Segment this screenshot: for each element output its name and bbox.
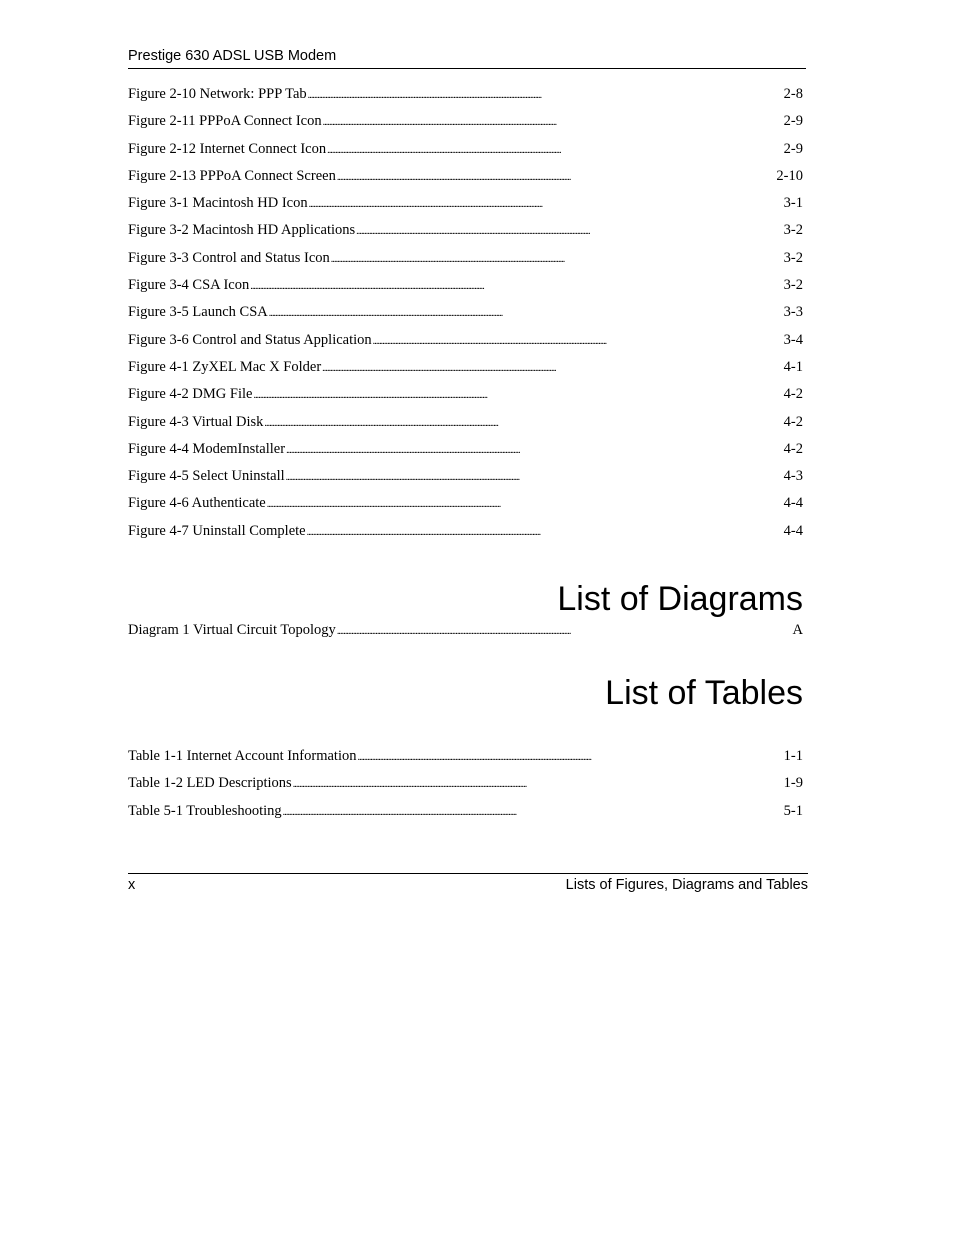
entry-label: Figure 4-6 Authenticate [128, 495, 266, 512]
entry-label: Figure 3-4 CSA Icon [128, 277, 250, 294]
entry-page: 2-8 [783, 86, 803, 102]
toc-entry[interactable] [128, 468, 803, 495]
entry-page: 4-3 [783, 468, 803, 485]
entry-label: Figure 4-7 Uninstall Complete [128, 522, 306, 539]
toc-entry[interactable] [128, 775, 803, 802]
entry-page: 3-3 [783, 304, 803, 321]
toc-entry[interactable] [128, 359, 803, 386]
dot-leader [269, 308, 783, 319]
toc-entry[interactable] [128, 622, 803, 649]
entry-label: Figure 4-2 DMG File [128, 386, 253, 403]
toc-entry[interactable] [128, 168, 803, 195]
toc-entry[interactable] [128, 803, 803, 830]
dot-leader [264, 418, 782, 429]
dot-leader [358, 752, 783, 763]
header-title: Prestige 630 ADSL USB Modem [128, 48, 337, 64]
dot-leader [322, 363, 782, 374]
entry-page: 4-2 [783, 386, 803, 403]
entry-label: Figure 2-11 PPPoA Connect Icon [128, 113, 322, 130]
toc-entry[interactable] [128, 195, 803, 222]
dot-leader [253, 390, 782, 401]
entry-label: Table 1-2 LED Descriptions [128, 775, 292, 792]
footer-page-number: x [128, 877, 136, 893]
entry-label: Diagram 1 Virtual Circuit Topology [128, 622, 336, 638]
dot-leader [307, 527, 783, 538]
entry-page: A [792, 622, 803, 638]
entry-label: Figure 3-2 Macintosh HD Applications [128, 222, 356, 239]
dot-leader [331, 254, 783, 265]
dot-leader [327, 145, 783, 156]
toc-entry[interactable] [128, 304, 803, 331]
entry-label: Figure 2-10 Network: PPP Tab [128, 86, 307, 102]
diagram-list [128, 622, 803, 649]
entry-page: 3-1 [783, 195, 803, 212]
toc-entry[interactable] [128, 748, 803, 775]
toc-entry[interactable] [128, 141, 803, 168]
dot-leader [250, 281, 782, 292]
toc-entry[interactable] [128, 386, 803, 413]
entry-label: Table 1-1 Internet Account Information [128, 748, 357, 764]
entry-label: Figure 4-3 Virtual Disk [128, 413, 264, 430]
running-footer [128, 873, 808, 894]
dot-leader [286, 445, 783, 456]
footer-section-name: Lists of Figures, Diagrams and Tables [565, 877, 808, 893]
entry-label: Figure 3-3 Control and Status Icon [128, 249, 330, 266]
toc-entry[interactable] [128, 414, 803, 441]
entry-page: 5-1 [783, 802, 803, 819]
entry-page: 4-4 [783, 522, 803, 539]
running-header [128, 47, 806, 69]
table-list [128, 748, 803, 830]
entry-label: Figure 4-4 ModemInstaller [128, 440, 286, 457]
dot-leader [373, 336, 783, 347]
dot-leader [293, 779, 783, 790]
dot-leader [337, 626, 792, 637]
toc-entry[interactable] [128, 250, 803, 277]
entry-page: 1-1 [783, 748, 803, 764]
toc-entry[interactable] [128, 222, 803, 249]
entry-page: 4-2 [783, 440, 803, 457]
entry-label: Figure 3-6 Control and Status Application [128, 331, 372, 348]
toc-entry[interactable] [128, 495, 803, 522]
dot-leader [286, 472, 783, 483]
toc-entry[interactable] [128, 332, 803, 359]
entry-label: Figure 4-5 Select Uninstall [128, 468, 285, 485]
entry-label: Figure 2-12 Internet Connect Icon [128, 140, 327, 157]
dot-leader [337, 172, 776, 183]
entry-page: 2-10 [776, 167, 803, 184]
entry-label: Figure 2-13 PPPoA Connect Screen [128, 167, 336, 184]
toc-entry[interactable] [128, 86, 803, 113]
entry-page: 3-2 [783, 277, 803, 294]
entry-page: 4-4 [783, 495, 803, 512]
entry-page: 4-1 [783, 358, 803, 375]
entry-label: Table 5-1 Troubleshooting [128, 802, 282, 819]
dot-leader [308, 90, 783, 101]
toc-entry[interactable] [128, 523, 803, 550]
dot-leader [309, 199, 783, 210]
toc-entry[interactable] [128, 113, 803, 140]
entry-page: 1-9 [783, 775, 803, 792]
dot-leader [283, 807, 783, 818]
entry-page: 3-2 [783, 222, 803, 239]
entry-page: 4-2 [783, 413, 803, 430]
entry-page: 2-9 [783, 113, 803, 130]
entry-page: 3-4 [783, 331, 803, 348]
toc-entry[interactable] [128, 441, 803, 468]
list-of-tables-heading: List of Tables [605, 674, 803, 712]
dot-leader [356, 226, 783, 237]
toc-entry[interactable] [128, 277, 803, 304]
entry-label: Figure 3-5 Launch CSA [128, 304, 268, 321]
list-of-diagrams-heading: List of Diagrams [557, 580, 803, 618]
entry-label: Figure 4-1 ZyXEL Mac X Folder [128, 358, 322, 375]
dot-leader [323, 117, 783, 128]
entry-page: 2-9 [783, 140, 803, 157]
figure-list [128, 86, 803, 550]
entry-page: 3-2 [783, 249, 803, 266]
dot-leader [267, 499, 783, 510]
entry-label: Figure 3-1 Macintosh HD Icon [128, 195, 308, 212]
